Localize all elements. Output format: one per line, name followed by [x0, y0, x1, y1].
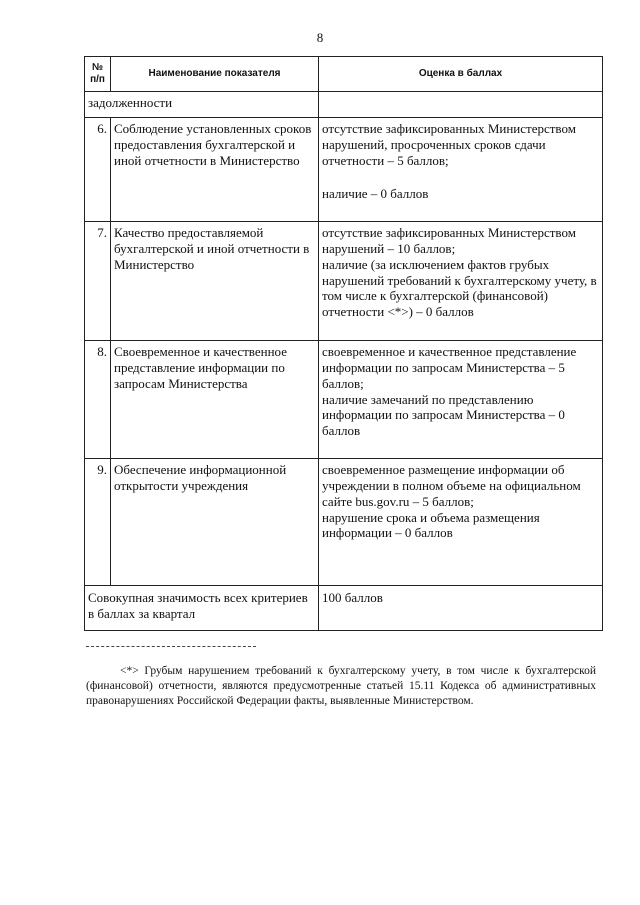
score-item: отсутствие зафиксированных Министерством нарушений, просроченных сроков сдачи отчетности – 5 баллов;	[322, 121, 576, 168]
total-value: 100 баллов	[319, 586, 603, 631]
row-score	[319, 459, 603, 586]
table-row	[85, 341, 603, 459]
score-item: наличие (за исключением фактов грубых нарушений требований к бухгалтерскому учету, в том числе к бухгалтерской (финансовой) отчетности <*>) – 0 баллов	[322, 256, 597, 320]
page-number: 8	[316, 30, 324, 45]
table-header-row	[85, 57, 603, 92]
score-item: наличие замечаний по представлению информации по запросам Министерства – 0 баллов	[322, 391, 565, 439]
row-score	[319, 341, 603, 459]
score-item: своевременное и качественное представление информации по запросам Министерства – 5 баллов;	[322, 344, 577, 391]
table-row	[85, 222, 603, 341]
score-item: своевременное размещение информации об учреждении в полном объеме на официальном сайте bus.gov.ru – 5 баллов;	[322, 462, 581, 509]
row-indicator-name: Своевременное и качественное представление информации по запросам Министерства	[111, 341, 319, 459]
row-score	[319, 222, 603, 341]
header-name: Наименование показателя	[111, 57, 319, 92]
table-total-row	[85, 586, 603, 631]
criteria-table	[84, 56, 603, 631]
continuation-text: задолженности	[85, 92, 319, 118]
table-row	[85, 118, 603, 222]
footnote-divider	[86, 646, 256, 647]
header-score: Оценка в баллах	[319, 57, 603, 92]
row-number: 9.	[85, 459, 111, 586]
table-row-continuation	[85, 92, 603, 118]
footnote-text: <*> Грубым нарушением требований к бухгалтерскому учету, в том числе к бухгалтерской (финансовой) отчетности, являются предусмотренные статьей 15.11 Кодекса об административных правонарушениях Российской Федерации факты, выявленные Министерством.	[86, 665, 596, 708]
continuation-empty-cell	[319, 92, 603, 118]
score-item: отсутствие зафиксированных Министерством нарушений – 10 баллов;	[322, 225, 576, 256]
score-item: наличие – 0 баллов	[322, 185, 429, 201]
row-score	[319, 118, 603, 222]
row-indicator-name: Соблюдение установленных сроков предоставления бухгалтерской и иной отчетности в Министерство	[111, 118, 319, 222]
header-number: № п/п	[85, 57, 111, 92]
row-number: 6.	[85, 118, 111, 222]
table-row	[85, 459, 603, 586]
total-label: Совокупная значимость всех критериев в баллах за квартал	[85, 586, 319, 631]
score-item: нарушение срока и объема размещения информации – 0 баллов	[322, 509, 540, 541]
row-number: 7.	[85, 222, 111, 341]
row-number: 8.	[85, 341, 111, 459]
row-indicator-name: Качество предоставляемой бухгалтерской и иной отчетности в Министерство	[111, 222, 319, 341]
row-indicator-name: Обеспечение информационной открытости учреждения	[111, 459, 319, 586]
